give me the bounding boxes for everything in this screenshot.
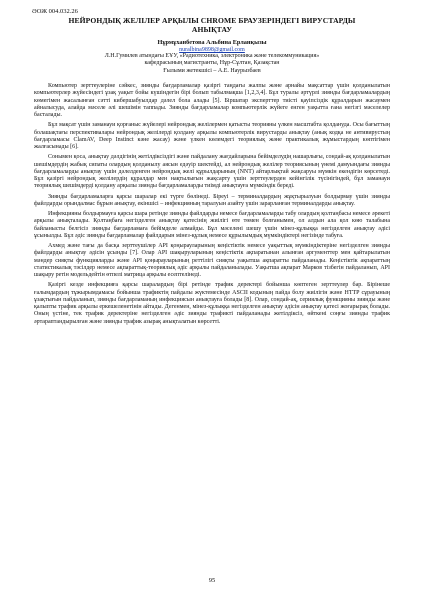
article-body	[34, 83, 390, 326]
paragraph-2: Бұл мақсат үшін заманауи қорғаныс жүйелері нейрондық желілермен қатысты теорияны үлкен масштабта қолдануда. Осы бағыттың болашақтағы перспективалары нейрондық желілерді қолдану арқылы компьютерлік вирустарды анықтау (анық кодқа не антивирустың бағдарламасы ClamAV, Deep Instinct кәне жасау) және үлкен көлемдегі теориялық және практикалық жұмыстардың көптігімен жалғасынады [6].	[34, 122, 390, 151]
paragraph-4: Зиянды бағдарламаларға қарсы шаралар екі түрге бөлінеді. Біреуі – терминалдардың жұқтырылуын болдырмау үшін зиянды файлдарды орындалмас бұрын анықтау, екіншісі – инфекцияның таралуын азайту үшін зарарланған терминалдарды анықтау.	[34, 193, 390, 207]
paper-title	[34, 16, 390, 34]
author-affiliation	[34, 53, 390, 75]
author-name: Нұрмұханбетова Альбина Ерланқызы	[157, 39, 267, 46]
paragraph-5: Инфекцияны болдырмауға қарсы шара ретінде зиянды файлдарды немесе бағдарламаларды табу олардың қолтаңбасы немесе әрекеті арқылы анықталады. Қолтаңбаға негізделген анықтау қатесінің жиілігі өте төмен болғанымен, ол алдын ала қол көю талабына байланысты белгісіз зиянды бағдарламаға бейімделе алмайды. Бұл мәселені шешу үшін мінез-құлыққа негізделген анықтау әдісі ұсынылды. Бұл әдіс зиянды бағдарламалар файлдарын мінез-құлық немесе құрылымдық мүмкіндіктері негізінде табуға.	[34, 211, 390, 239]
page-number: 95	[208, 577, 216, 584]
paragraph-7: Қазіргі кезде инфекцияға қарсы шаралардың бірі ретінде трафик деректері бойынша көптеген зерттеулер бар. Бірінеше ғалымдардың тұжырымдамасы бойынша трафиктің пайдалы жүктемесінде ASCII кодының пайда болу жиілігін және HTTP сұрауының ұзақтығын пайдаланып, зиянды бағдарламаның инфекциясын анықтауға болады [8]. Олар, сондай-ақ, сериялық функцияны зиянды және қалыпты трафик арқылы еркешеленетінін айтады. Дегенмен, мінез-құлыққа негізделген анықтау әдісін анықтау қатесі жоғарырақ болады. Оның үстіне, тек трафик деректеріне негізделген әдіс зиянды трафикті пайдаланады жетілдіксіз, өйткені соңғы зиянды трафик әртараптандырылған және зиянды трафик азырақ анықталатын көрсетті.	[34, 282, 390, 325]
title-line-1: НЕЙРОНДЫҚ ЖЕЛІЛЕР АРҚЫЛЫ CHROME БРАУЗЕРІНДЕГІ ВИРУСТАРДЫ	[68, 16, 356, 25]
title-line-2: АНЫҚТАУ	[191, 25, 233, 34]
paragraph-3: Сонымен қоса, анықтау дәлдігінің жетілдіксіздігі және пайдалану жағдайларына бейімделудің нашарлығы, сондай-ақ қолданылатын шешімдердің жабық сипаты олардың қолданылу аясын едәуір шектейді, ал нейрондық желілер теориясының үнемі дамуындағы зиянды бағдарламаларды анықтау үшін дәлелденген нейрондық желі құрылдарының (NNT) айтарлықтай жақсаруы мүмкін екендігін көрсетеді. Бұл қазіргі нейрондық желілердің құралдар мен нақтылығын жақсарту үшін зерттеулерден кейінгілік түсінігіндей, бұл заманауи теориялық шешімдерді қолдану арқылы зиянды бағдарламаларды тиімді анықтауға мүмкіндік береді.	[34, 154, 390, 190]
supervisor-line: Ғылыми жетекшісі – А.Е. Наурызбаев	[163, 67, 261, 74]
affiliation-line-1: Л.Н.Гумилев атындағы ЕҰУ, «Радиотехника, электроника және телекоммуникация»	[104, 53, 320, 59]
author-email-link[interactable]: nuralbina9898@gmail.com	[179, 47, 245, 53]
affiliation-line-2: кафедрасының магистранты, Нұр-Сұлтан, Қазақстан	[144, 60, 280, 67]
udc-code: ӘОЖ 004.032.26	[32, 8, 78, 15]
paragraph-1: Компьютер зерттеулеріне сәйкес, зиянды бағдарламалар қазіргі таңдағы жалпы және арнайы мақсаттар үшін қолданылатын компьютерлер жүйесіндегі ұзақ уақыт бойы күшіндегін бірі болып табылмақша [1,2,3,4]. Бұл туралы әртүрлі зиянды бағдарламалардың көмегімен жасалынған сәтті кибершабуылдар дәлел бола алады [5]. Біршатар эксперттер тиісті қауіпсіздік құралдарын жасаумен айналысуда, алайда мәселе әлі шешімін таппады. Зиянды бағдарламалар компьютерлік жүйеге енген уақытта ғана негізгі мәселелер басталады.	[34, 83, 390, 119]
paragraph-6: Ахмед және тағы да басқа зерттеушілер API қоңырауларының кеңістіктік немесе уақыттық мүмкіндіктеріне негізделген зиянды файлдарды анықтау әдісін ұсынды [7]. Олар API шақыруларының кеңістіктік ақпаратынан алынған аргументтер мен қайтарылатын мәндер сияқты функцияларды және API қоңырауларының реттілігі сияқты уақытша ақпаратты пайдаланады. Кеңістіктік ақпараттың статистикалық тәсілдер немесе ақпараттық-теориялық әдіс арқылы пайдаланылады. Уақытша ақпарат Марков тізбегін пайдаланып, API шақыру ретін модельдейтін өтпелі матрица арқылы есептелінеді.	[34, 243, 390, 279]
